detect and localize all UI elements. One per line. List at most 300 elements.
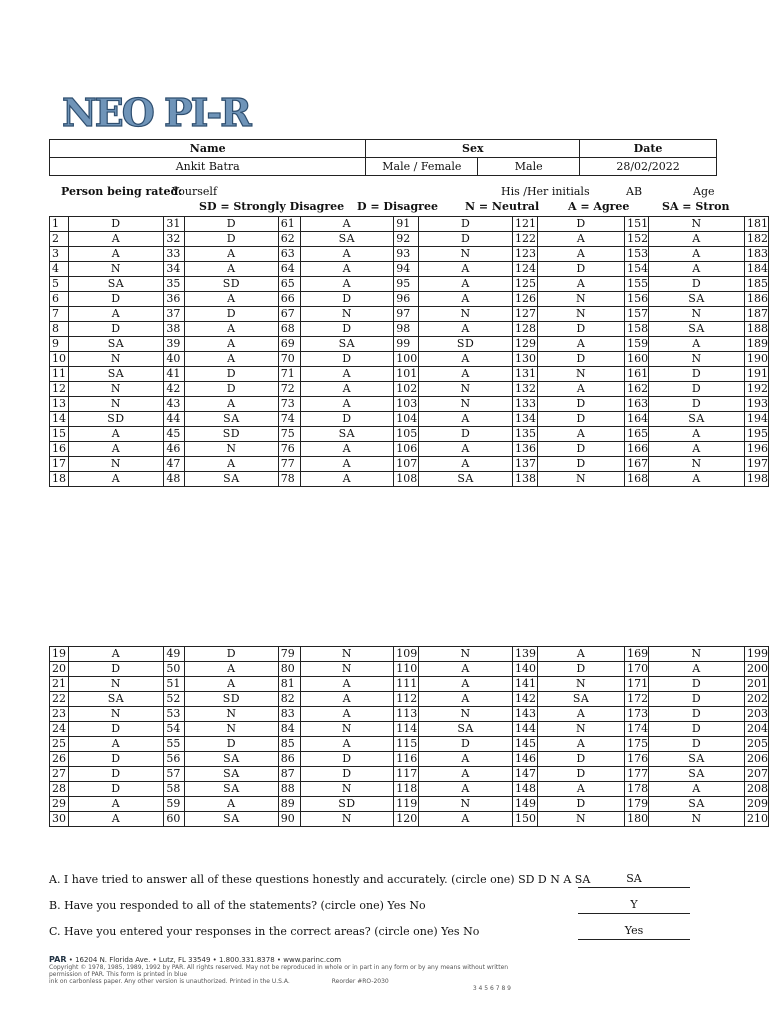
item-number: 77: [278, 457, 300, 472]
item-number: 37: [164, 307, 185, 322]
item-response[interactable]: D: [419, 217, 513, 232]
item-response[interactable]: D: [538, 457, 625, 472]
item-response[interactable]: D: [68, 722, 164, 737]
item-response[interactable]: A: [649, 427, 745, 442]
item-response[interactable]: D: [538, 662, 625, 677]
item-number: 180: [625, 812, 649, 827]
item-number: 39: [164, 337, 185, 352]
item-number: 103: [394, 397, 419, 412]
item-response[interactable]: A: [68, 247, 164, 262]
item-response[interactable]: N: [68, 262, 164, 277]
item-response[interactable]: A: [300, 277, 394, 292]
item-number: 165: [625, 427, 649, 442]
neo-pir-logo: [60, 84, 250, 135]
item-response[interactable]: A: [419, 662, 513, 677]
item-response[interactable]: A: [300, 247, 394, 262]
item-response[interactable]: D: [649, 707, 745, 722]
item-number: 31: [164, 217, 185, 232]
item-response[interactable]: D: [538, 352, 625, 367]
item-number: 67: [278, 307, 300, 322]
item-response[interactable]: A: [419, 262, 513, 277]
item-response[interactable]: A: [185, 262, 279, 277]
item-response[interactable]: A: [300, 692, 394, 707]
item-number: 116: [394, 752, 419, 767]
person-label: Person being rated:: [61, 185, 183, 198]
item-response[interactable]: N: [538, 307, 625, 322]
item-response[interactable]: A: [300, 367, 394, 382]
item-number: 163: [625, 397, 649, 412]
item-number: 49: [164, 647, 185, 662]
item-response[interactable]: D: [649, 397, 745, 412]
item-number: 193: [744, 397, 768, 412]
answer-b[interactable]: Y: [578, 898, 690, 914]
item-number: 101: [394, 367, 419, 382]
item-number: 138: [512, 472, 537, 487]
legend-a: A = Agree: [568, 200, 630, 213]
item-number: 47: [164, 457, 185, 472]
item-response[interactable]: N: [649, 812, 745, 827]
item-response[interactable]: N: [419, 382, 513, 397]
item-response[interactable]: A: [649, 782, 745, 797]
item-number: 3: [50, 247, 69, 262]
item-response[interactable]: A: [649, 337, 745, 352]
item-response[interactable]: N: [419, 307, 513, 322]
item-response[interactable]: SA: [419, 472, 513, 487]
item-response[interactable]: A: [300, 457, 394, 472]
item-number: 112: [394, 692, 419, 707]
item-response[interactable]: A: [649, 232, 745, 247]
item-response[interactable]: D: [538, 217, 625, 232]
item-number: 14: [50, 412, 69, 427]
response-row: [50, 277, 769, 292]
response-row: [50, 782, 769, 797]
item-response[interactable]: N: [649, 352, 745, 367]
item-response[interactable]: A: [300, 217, 394, 232]
item-response[interactable]: N: [419, 247, 513, 262]
item-response[interactable]: SA: [185, 782, 279, 797]
item-number: 6: [50, 292, 69, 307]
item-number: 58: [164, 782, 185, 797]
item-response[interactable]: N: [68, 707, 164, 722]
item-response[interactable]: SA: [419, 722, 513, 737]
response-row: [50, 367, 769, 382]
item-response[interactable]: D: [300, 322, 394, 337]
item-response[interactable]: N: [300, 307, 394, 322]
item-response[interactable]: D: [538, 397, 625, 412]
item-response[interactable]: N: [185, 707, 279, 722]
item-response[interactable]: D: [649, 367, 745, 382]
item-response[interactable]: SA: [68, 367, 164, 382]
item-response[interactable]: N: [538, 472, 625, 487]
item-response[interactable]: A: [649, 247, 745, 262]
item-number: 128: [512, 322, 537, 337]
item-response[interactable]: D: [68, 322, 164, 337]
item-response[interactable]: A: [419, 412, 513, 427]
item-number: 40: [164, 352, 185, 367]
item-response[interactable]: A: [185, 337, 279, 352]
item-response[interactable]: N: [538, 367, 625, 382]
item-response[interactable]: D: [185, 232, 279, 247]
item-response[interactable]: N: [419, 707, 513, 722]
item-number: 115: [394, 737, 419, 752]
item-response[interactable]: N: [419, 647, 513, 662]
item-number: 104: [394, 412, 419, 427]
item-response[interactable]: SA: [649, 412, 745, 427]
item-response[interactable]: SA: [185, 752, 279, 767]
item-number: 73: [278, 397, 300, 412]
item-number: 118: [394, 782, 419, 797]
item-response[interactable]: A: [538, 232, 625, 247]
item-response[interactable]: N: [419, 797, 513, 812]
item-number: 74: [278, 412, 300, 427]
item-response[interactable]: SA: [300, 337, 394, 352]
item-number: 81: [278, 677, 300, 692]
publisher-footer: [49, 956, 541, 992]
response-row: [50, 737, 769, 752]
item-number: 64: [278, 262, 300, 277]
response-row: [50, 307, 769, 322]
response-row: [50, 262, 769, 277]
item-number: 110: [394, 662, 419, 677]
name-value: Ankit Batra: [50, 158, 366, 176]
item-response[interactable]: A: [185, 662, 279, 677]
response-row: [50, 337, 769, 352]
item-response[interactable]: A: [649, 262, 745, 277]
answer-c[interactable]: Yes: [578, 924, 690, 940]
item-number: 70: [278, 352, 300, 367]
item-response[interactable]: SA: [68, 692, 164, 707]
item-response[interactable]: A: [649, 442, 745, 457]
item-number: 5: [50, 277, 69, 292]
item-response[interactable]: D: [300, 752, 394, 767]
item-response[interactable]: N: [649, 217, 745, 232]
item-number: 162: [625, 382, 649, 397]
item-response[interactable]: SA: [68, 277, 164, 292]
item-response[interactable]: A: [185, 397, 279, 412]
item-response[interactable]: A: [649, 662, 745, 677]
item-response[interactable]: SA: [300, 232, 394, 247]
item-response[interactable]: D: [649, 277, 745, 292]
item-response[interactable]: SA: [649, 752, 745, 767]
item-response[interactable]: A: [68, 797, 164, 812]
responses-bottom-body: [50, 647, 769, 827]
item-response[interactable]: N: [68, 677, 164, 692]
item-response[interactable]: D: [300, 767, 394, 782]
item-response[interactable]: D: [538, 752, 625, 767]
responses-table-bottom: [49, 646, 769, 827]
item-number: 57: [164, 767, 185, 782]
item-response[interactable]: A: [538, 337, 625, 352]
item-number: 20: [50, 662, 69, 677]
item-response[interactable]: D: [185, 367, 279, 382]
item-response[interactable]: A: [68, 737, 164, 752]
item-number: 186: [744, 292, 768, 307]
item-number: 205: [744, 737, 768, 752]
item-response[interactable]: A: [185, 797, 279, 812]
item-response[interactable]: N: [68, 352, 164, 367]
barcode-number: 3 4 5 6 7 8 9: [472, 985, 511, 992]
item-number: 69: [278, 337, 300, 352]
item-response[interactable]: A: [419, 812, 513, 827]
item-number: 173: [625, 707, 649, 722]
item-response[interactable]: A: [300, 382, 394, 397]
item-response[interactable]: D: [649, 677, 745, 692]
responses-top-body: [50, 217, 769, 487]
item-response[interactable]: N: [300, 812, 394, 827]
item-response[interactable]: A: [419, 782, 513, 797]
item-response[interactable]: A: [538, 647, 625, 662]
item-number: 203: [744, 707, 768, 722]
item-response[interactable]: A: [419, 677, 513, 692]
item-response[interactable]: D: [649, 722, 745, 737]
item-number: 25: [50, 737, 69, 752]
item-response[interactable]: A: [538, 707, 625, 722]
item-number: 19: [50, 647, 69, 662]
response-row: [50, 812, 769, 827]
item-response[interactable]: A: [68, 232, 164, 247]
item-number: 170: [625, 662, 649, 677]
item-response[interactable]: SA: [68, 337, 164, 352]
item-number: 92: [394, 232, 419, 247]
item-number: 130: [512, 352, 537, 367]
item-number: 168: [625, 472, 649, 487]
item-response[interactable]: D: [68, 782, 164, 797]
question-a: A. I have tried to answer all of these questions honestly and accurately. (circle one) SD D N A SA: [49, 873, 591, 886]
item-number: 155: [625, 277, 649, 292]
item-response[interactable]: D: [300, 412, 394, 427]
item-response[interactable]: SA: [185, 472, 279, 487]
item-response[interactable]: A: [538, 382, 625, 397]
item-response[interactable]: A: [538, 782, 625, 797]
item-response[interactable]: N: [185, 442, 279, 457]
item-response[interactable]: A: [419, 292, 513, 307]
item-number: 38: [164, 322, 185, 337]
response-row: [50, 707, 769, 722]
item-response[interactable]: A: [185, 457, 279, 472]
item-response[interactable]: D: [300, 352, 394, 367]
item-response[interactable]: D: [68, 662, 164, 677]
item-response[interactable]: SD: [68, 412, 164, 427]
response-legend: [49, 200, 768, 214]
item-response[interactable]: A: [68, 427, 164, 442]
copyright-line: Copyright © 1978, 1985, 1989, 1992 by PAR. All rights reserved. May not be reproduced in whole or in part in any form or by any means without written permission of PAR. This form is printed in blue: [49, 964, 509, 978]
carbonless-note: ink on carbonless paper. Any other version is unauthorized. Printed in the U.S.A.: [49, 978, 290, 985]
item-number: 51: [164, 677, 185, 692]
item-number: 45: [164, 427, 185, 442]
item-number: 61: [278, 217, 300, 232]
item-response[interactable]: A: [185, 247, 279, 262]
item-response[interactable]: N: [68, 382, 164, 397]
item-number: 121: [512, 217, 537, 232]
item-number: 107: [394, 457, 419, 472]
item-response[interactable]: D: [300, 292, 394, 307]
item-response[interactable]: D: [185, 647, 279, 662]
item-response[interactable]: A: [300, 737, 394, 752]
item-response[interactable]: SA: [649, 322, 745, 337]
item-number: 161: [625, 367, 649, 382]
item-response[interactable]: D: [538, 322, 625, 337]
item-response[interactable]: N: [300, 722, 394, 737]
item-response[interactable]: SD: [185, 427, 279, 442]
item-response[interactable]: A: [300, 442, 394, 457]
item-response[interactable]: SA: [185, 812, 279, 827]
item-response[interactable]: D: [538, 442, 625, 457]
item-response[interactable]: SA: [649, 767, 745, 782]
answer-a[interactable]: SA: [578, 872, 690, 888]
response-row: [50, 752, 769, 767]
item-response[interactable]: A: [419, 442, 513, 457]
response-row: [50, 662, 769, 677]
item-response[interactable]: A: [68, 307, 164, 322]
item-number: 76: [278, 442, 300, 457]
item-number: 56: [164, 752, 185, 767]
item-number: 207: [744, 767, 768, 782]
item-response[interactable]: A: [419, 767, 513, 782]
item-response[interactable]: A: [68, 472, 164, 487]
item-response[interactable]: SA: [649, 292, 745, 307]
item-response[interactable]: D: [68, 217, 164, 232]
item-number: 175: [625, 737, 649, 752]
item-response[interactable]: N: [300, 647, 394, 662]
item-response[interactable]: A: [538, 247, 625, 262]
item-response[interactable]: A: [185, 292, 279, 307]
item-number: 132: [512, 382, 537, 397]
item-number: 87: [278, 767, 300, 782]
item-response[interactable]: A: [419, 322, 513, 337]
item-number: 141: [512, 677, 537, 692]
item-number: 60: [164, 812, 185, 827]
item-response[interactable]: SA: [538, 692, 625, 707]
item-response[interactable]: D: [419, 737, 513, 752]
item-response[interactable]: A: [538, 427, 625, 442]
item-response[interactable]: A: [68, 647, 164, 662]
item-response[interactable]: N: [538, 292, 625, 307]
item-response[interactable]: N: [649, 307, 745, 322]
item-response[interactable]: D: [649, 692, 745, 707]
response-row: [50, 217, 769, 232]
item-number: 169: [625, 647, 649, 662]
item-response[interactable]: SD: [185, 692, 279, 707]
item-response[interactable]: A: [300, 397, 394, 412]
item-response[interactable]: N: [538, 812, 625, 827]
legend-sd: SD = Strongly Disagree: [199, 200, 345, 213]
item-response[interactable]: SA: [300, 427, 394, 442]
item-number: 18: [50, 472, 69, 487]
item-number: 96: [394, 292, 419, 307]
item-response[interactable]: N: [300, 782, 394, 797]
item-response[interactable]: D: [185, 307, 279, 322]
item-response[interactable]: D: [185, 382, 279, 397]
response-row: [50, 677, 769, 692]
item-number: 146: [512, 752, 537, 767]
item-response[interactable]: A: [419, 692, 513, 707]
item-number: 53: [164, 707, 185, 722]
item-response[interactable]: A: [185, 677, 279, 692]
item-number: 201: [744, 677, 768, 692]
item-response[interactable]: A: [300, 677, 394, 692]
item-number: 108: [394, 472, 419, 487]
item-response[interactable]: N: [538, 722, 625, 737]
item-response[interactable]: A: [300, 262, 394, 277]
item-response[interactable]: A: [649, 472, 745, 487]
response-row: [50, 692, 769, 707]
item-number: 167: [625, 457, 649, 472]
item-response[interactable]: D: [649, 737, 745, 752]
item-response[interactable]: A: [538, 277, 625, 292]
item-number: 208: [744, 782, 768, 797]
item-response[interactable]: A: [419, 457, 513, 472]
item-number: 179: [625, 797, 649, 812]
item-response[interactable]: A: [185, 322, 279, 337]
item-response[interactable]: SD: [185, 277, 279, 292]
item-response[interactable]: N: [649, 457, 745, 472]
item-response[interactable]: N: [538, 677, 625, 692]
item-response[interactable]: A: [419, 367, 513, 382]
item-number: 185: [744, 277, 768, 292]
item-response[interactable]: N: [185, 722, 279, 737]
item-response[interactable]: A: [419, 277, 513, 292]
item-response[interactable]: D: [68, 752, 164, 767]
item-number: 7: [50, 307, 69, 322]
item-response[interactable]: D: [68, 767, 164, 782]
item-response[interactable]: A: [68, 442, 164, 457]
item-number: 157: [625, 307, 649, 322]
item-response[interactable]: D: [649, 382, 745, 397]
item-response[interactable]: N: [68, 397, 164, 412]
item-number: 174: [625, 722, 649, 737]
item-response[interactable]: D: [185, 737, 279, 752]
item-number: 120: [394, 812, 419, 827]
item-response[interactable]: D: [419, 232, 513, 247]
par-brand: PAR: [49, 955, 67, 964]
item-response[interactable]: A: [419, 352, 513, 367]
responses-table-top: [49, 216, 769, 487]
item-response[interactable]: D: [538, 767, 625, 782]
item-response[interactable]: N: [419, 397, 513, 412]
item-number: 131: [512, 367, 537, 382]
item-number: 124: [512, 262, 537, 277]
item-response[interactable]: A: [185, 352, 279, 367]
item-response[interactable]: SA: [185, 767, 279, 782]
item-response[interactable]: SD: [419, 337, 513, 352]
item-response[interactable]: D: [419, 427, 513, 442]
item-response[interactable]: A: [300, 472, 394, 487]
item-response[interactable]: A: [538, 737, 625, 752]
person-value: Yourself: [172, 185, 218, 198]
item-number: 29: [50, 797, 69, 812]
item-number: 79: [278, 647, 300, 662]
item-response[interactable]: A: [68, 812, 164, 827]
item-response[interactable]: N: [68, 457, 164, 472]
item-response[interactable]: D: [538, 412, 625, 427]
item-response[interactable]: A: [300, 707, 394, 722]
item-number: 9: [50, 337, 69, 352]
item-response[interactable]: SD: [300, 797, 394, 812]
item-response[interactable]: SA: [185, 412, 279, 427]
item-response[interactable]: D: [185, 217, 279, 232]
item-response[interactable]: N: [649, 647, 745, 662]
item-number: 2: [50, 232, 69, 247]
item-response[interactable]: D: [538, 797, 625, 812]
item-number: 71: [278, 367, 300, 382]
item-response[interactable]: SA: [649, 797, 745, 812]
item-number: 154: [625, 262, 649, 277]
item-response[interactable]: N: [300, 662, 394, 677]
item-response[interactable]: D: [68, 292, 164, 307]
item-response[interactable]: D: [538, 262, 625, 277]
question-b: B. Have you responded to all of the statements? (circle one) Yes No: [49, 899, 426, 912]
item-response[interactable]: A: [419, 752, 513, 767]
